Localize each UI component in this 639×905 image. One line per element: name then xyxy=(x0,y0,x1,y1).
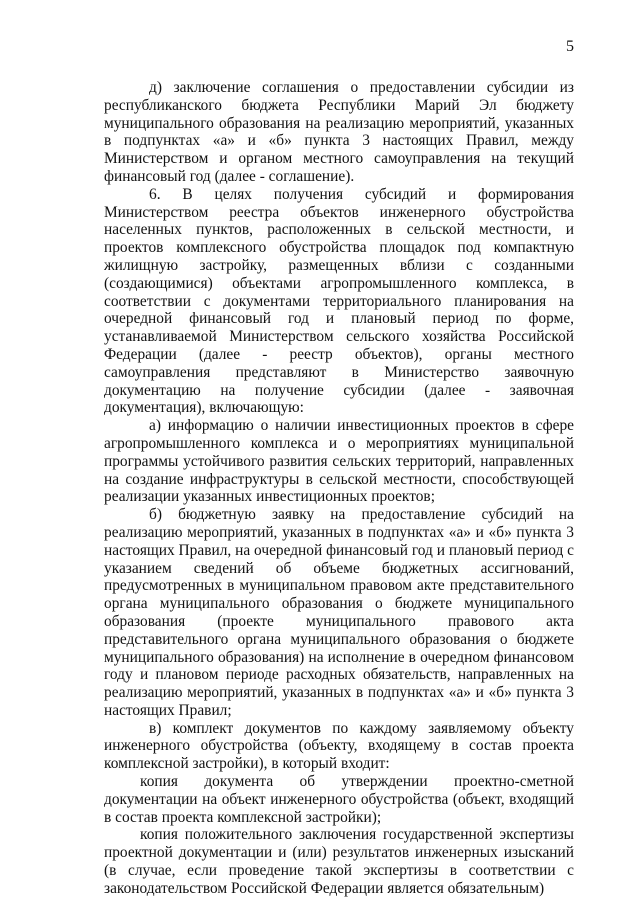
paragraph-copy-expertise: копия положительного заключения государственной экспертизы проектной документации и (или) результатов инженерных изысканий (в случае, если проведение такой экспертизы в соответствии с законодательством Российской Федерации является обязательным) xyxy=(104,826,574,897)
paragraph-subitem-v: в) комплект документов по каждому заявляемому объекту инженерного обустройства (объекту, входящему в состав проекта комплексной застройки), в который входит: xyxy=(104,719,574,773)
page-number: 5 xyxy=(566,38,574,55)
paragraph-subitem-a: а) информацию о наличии инвестиционных проектов в сфере агропромышленного комплекса и о мероприятиях муниципальной программы устойчивого развития сельских территорий, направленных на создание инфраструктуры в сельской местности, способствующей реализации указанных инвестиционных проектов; xyxy=(104,417,574,506)
paragraph-subitem-b: б) бюджетную заявку на предоставление субсидий на реализацию мероприятий, указанных в подпунктах «а» и «б» пункта 3 настоящих Правил, на очередной финансовый год и плановый период с указанием сведений об объеме бюджетных ассигнований, предусмотренных в муниципальном правовом акте представительного органа муниципального образования о бюджете муниципального образования (проекте муниципального правового акта представительного органа муниципального образования о бюджете муниципального образования) на исполнение в очередном финансовом году и плановом периоде расходных обязательств, направленных на реализацию мероприятий, указанных в подпунктах «а» и «б» пункта 3 настоящих Правил; xyxy=(104,506,574,719)
paragraph-copy-approval: копия документа об утверждении проектно-сметной документации на объект инженерного обустройства (объект, входящий в состав проекта комплексной застройки); xyxy=(104,773,574,826)
paragraph-subitem-d: д) заключение соглашения о предоставлении субсидии из республиканского бюджета Республики Марий Эл бюджету муниципального образования на реализацию мероприятий, указанных в подпунктах «а» и «б» пункта 3 настоящих Правил, между Министерством и органом местного самоуправления на текущий финансовый год (далее - соглашение). xyxy=(104,79,574,185)
paragraph-item-6: 6. В целях получения субсидий и формирования Министерством реестра объектов инженерного обустройства населенных пунктов, расположенных в сельской местности, и проектов комплексного обустройства площадок под компактную жилищную застройку, размещенных вблизи с созданными (создающимися) объектами агропромышленного комплекса, в соответствии с документами территориального планирования на очередной финансовый год и плановый период по форме, устанавливаемой Министерством сельского хозяйства Российской Федерации (далее - реестр объектов), органы местного самоуправления представляют в Министерство заявочную документацию на получение субсидии (далее - заявочная документация), включающую: xyxy=(104,185,574,417)
document-body xyxy=(104,79,574,898)
